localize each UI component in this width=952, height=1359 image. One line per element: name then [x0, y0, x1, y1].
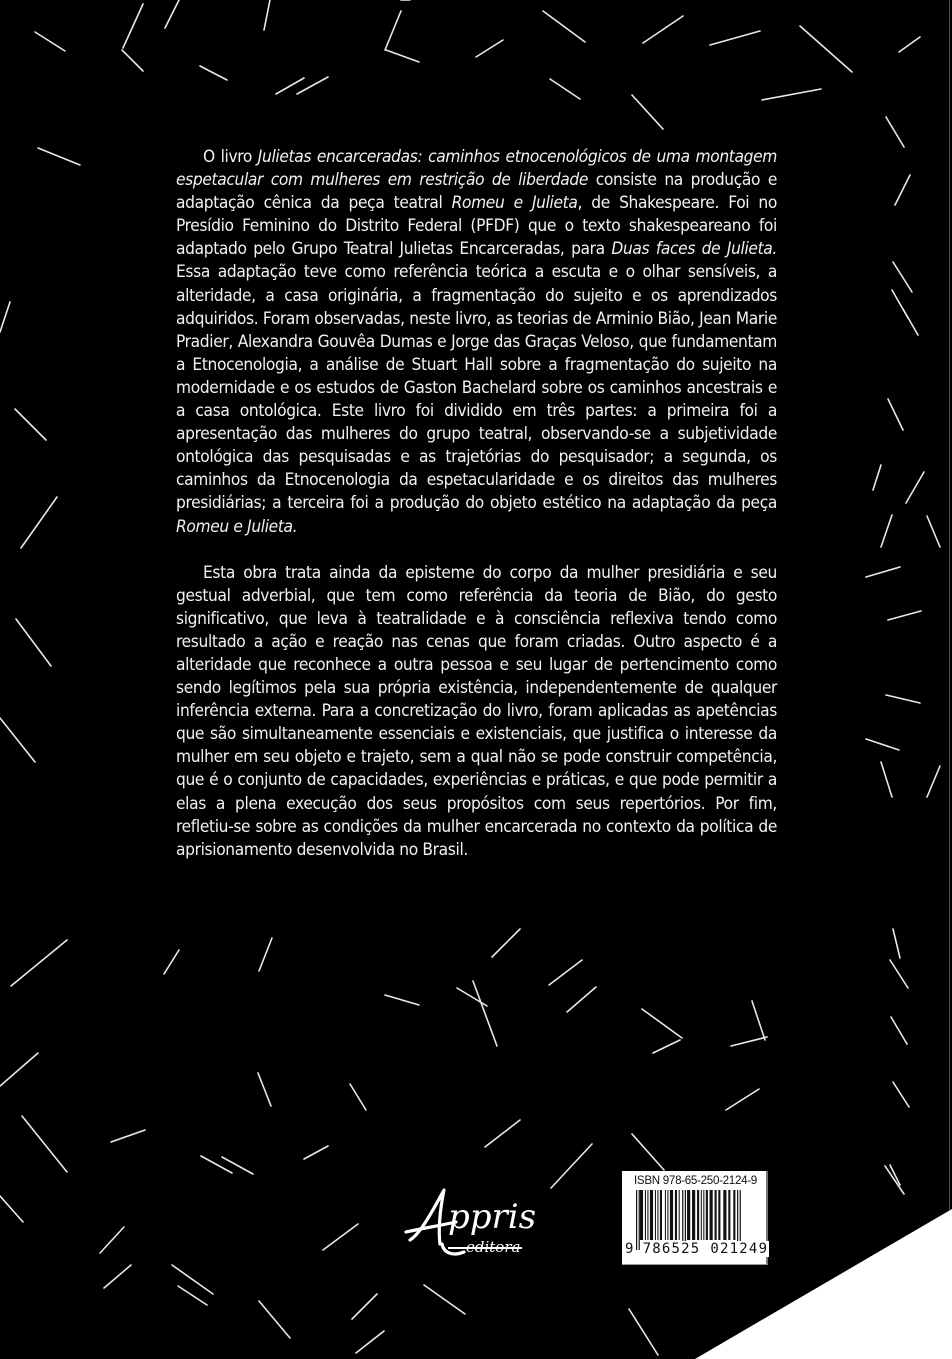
- barcode-digits: 9 786525 021249: [625, 1241, 769, 1257]
- italic-title-text: Julietas encarceradas: caminhos etnocenológicos de uma montagem espetacular com mulheres em restrição de liberdade: [176, 147, 777, 191]
- italic-title-text: Duas faces de Julieta.: [611, 239, 777, 260]
- body-text: Esta obra trata ainda da episteme do corpo da mulher presidiária e seu gestual adverbial, que tem como referência da teoria de Bião, do gesto significativo, que leva à teatralidade e à consciência reflexiva tendo como resultado a ação e reação nas cenas que foram criadas. Outro aspecto é a alteridade que reconhece a outra pessoa e seu lugar de pertencimento como sendo legítimos pela sua própria existência, independentemente de qualquer inferência externa. Para a concretização do livro, foram aplicadas as apetências que são simultaneamente essenciais e existenciais, que justifica o interesse da mulher em seu objeto e trajeto, sem a qual não se pode construir competência, que é o conjunto de capacidades, experiências e práticas, e que pode permitir a elas a plena execução dos seus propósitos com seus repertórios. Por fim, refletiu-se sobre as condições da mulher encarcerada no contexto da política de aprisionamento desenvolvida no Brasil.: [176, 562, 777, 860]
- svg-text:ppris: ppris: [448, 1197, 537, 1237]
- isbn-barcode-label: [622, 1171, 768, 1265]
- body-text: , de Shakespeare. Foi no Presídio Feminino do Distrito Federal (PFDF) que o texto shakespeareano foi adaptado pelo Grupo Teatral Julietas Encarceradas, para: [176, 193, 777, 260]
- isbn-number: ISBN 978-65-250-2124-9: [634, 1174, 757, 1187]
- italic-title-text: Romeu e Julieta.: [176, 516, 298, 537]
- body-text: O livro: [203, 147, 258, 167]
- blurb-paragraph-2: [176, 562, 777, 862]
- body-text: consiste na produção e adaptação cênica da peça teatral: [176, 170, 777, 214]
- blurb-paragraph-1: [176, 146, 777, 539]
- appris-editora-logo: [404, 1182, 594, 1262]
- back-cover-blurb: [176, 146, 777, 862]
- svg-text:editora: editora: [466, 1238, 521, 1256]
- italic-title-text: Romeu e Julieta: [451, 193, 578, 214]
- body-text: Essa adaptação teve como referência teórica a escuta e o olhar sensíveis, a alteridade, a casa originária, a fragmentação do sujeito e os aprendizados adquiridos. Foram observadas, neste livro, as teorias de Arminio Bião, Jean Marie Pradier, Alexandra Gouvêa Dumas e Jorge das Graças Veloso, que fundamentam a Etnocenologia, a análise de Stuart Hall sobre a fragmentação do sujeito na modernidade e os estudos de Gaston Bachelard sobre os caminhos ancestrais e a casa ontológica. Este livro foi dividido em três partes: a primeira foi a apresentação das mulheres do grupo teatral, observando-se a subjetividade ontológica das pesquisadas e as trajetórias do pesquisador; a segunda, os caminhos da Etnocenologia da espetacularidade e os direitos das mulheres presidiárias; a terceira foi a produção do objeto estético na adaptação da peça: [176, 262, 777, 514]
